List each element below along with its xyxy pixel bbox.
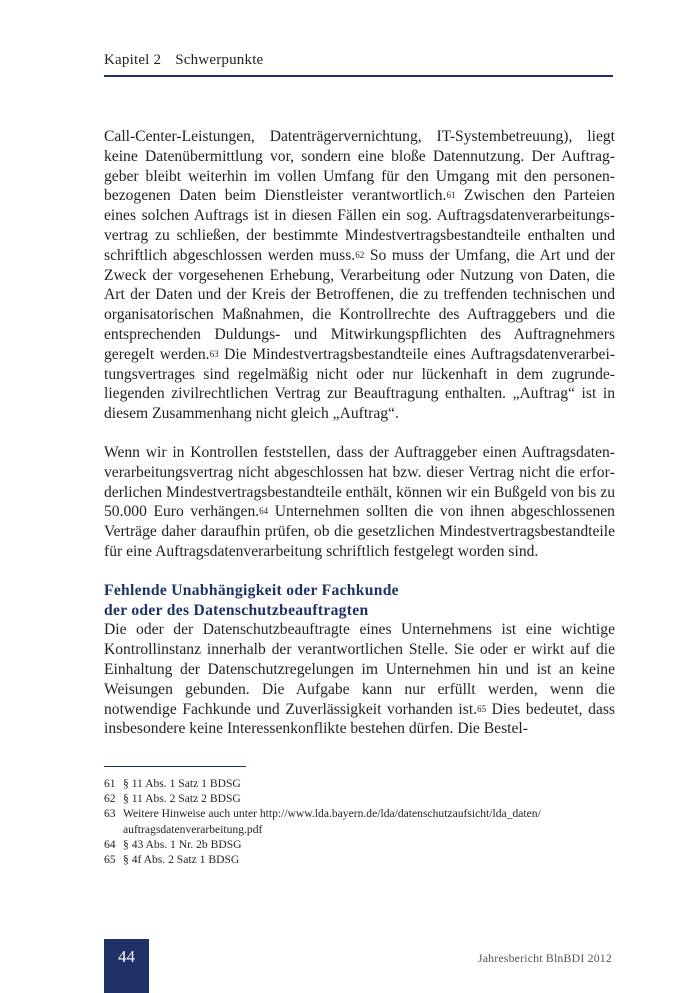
footnote-item: [104, 852, 615, 867]
chapter-title: Schwerpunkte: [175, 52, 264, 68]
page-number: 44: [118, 947, 135, 966]
footnote-item: [104, 806, 615, 836]
footnote-item: [104, 837, 615, 852]
chapter-label: Kapitel 2: [104, 52, 162, 68]
section-heading-line-2: der oder des Datenschutzbeauftragten: [104, 601, 369, 619]
paragraph-3-text-b: Dies bedeutet, dass insbesondere keine Interessenkonflikte bestehen dürfen. Die Bestel-: [104, 700, 615, 738]
header-divider: [104, 75, 613, 77]
footnote-number: 64: [104, 837, 116, 851]
page-number-box: [104, 939, 149, 993]
section-heading-line-1: Fehlende Unabhängigkeit oder Fachkunde: [104, 581, 399, 599]
paragraph-1-text-a: Call-Center-Leistungen, Datenträgervernichtung, IT-Systembetreuung), liegt keine Datenübermittlung vor, sondern eine bloße Datennutzung. Der Auftraggeber bleibt weiterhin im vollen Umfang für den Umgang mit den personenbezogenen Daten beim Dienstleister verantwortlich.: [104, 128, 615, 205]
footnote-number: 62: [104, 792, 116, 806]
footnote-text: § 11 Abs. 2 Satz 2 BDSG: [123, 792, 241, 806]
footnote-text-link[interactable]: Weitere Hinweise auch unter http://www.lda.bayern.de/lda/datenschutzaufsicht/lda_daten/ auftragsdatenverarbeitung.pdf: [123, 807, 541, 836]
running-header: [104, 52, 612, 69]
paragraph-1-text-c: So muss der Umfang, die Art und der Zweck der vorgesehenen Erhebung, Verarbeitung oder Nutzung von Daten, die Art der Daten und der Kreis der Betroffenen, die zu treffenden technischen und organisatorischen Maßnahmen, die Kontrollrechte des Auftraggebers und die entsprechenden Duldungs- und Mitwirkungspflichten des Auftragnehmers geregelt werden.: [104, 246, 615, 363]
paragraph-3-text-a: Die oder der Datenschutzbeauftragte eines Unternehmens ist eine wichtige Kontrollinstanz innerhalb der verantwortlichen Stelle. Sie oder er wirkt auf die Einhaltung der Datenschutzregelungen im Unternehmen hin und ist an keine Weisungen gebunden. Die Aufgabe kann nur erfüllt werden, wenn die notwendige Fachkunde und Zuverlässigkeit vorhanden ist.: [104, 621, 615, 718]
footnote-number: 61: [104, 777, 116, 790]
footnote-item: [104, 791, 615, 806]
footnote-item: [104, 776, 615, 791]
footnote-number: 65: [104, 853, 116, 867]
footnote-text: § 11 Abs. 1 Satz 1 BDSG: [123, 777, 241, 790]
paragraph-2-text-a: Wenn wir in Kontrollen feststellen, dass der Auftraggeber einen Auftragsdatenverarbeitungsvertrag nicht abgeschlossen hat bzw. dieser Vertrag nicht die erforderlichen Mindestvertragsbestandteile enthält, können wir ein Bußgeld von bis zu 50.000 Euro verhängen.: [104, 443, 615, 521]
footnote-ref-62: 62: [355, 249, 365, 260]
section-heading: [104, 581, 615, 621]
paragraph-2-text-b: Unternehmen sollten die von ihnen abgeschlossenen Verträge daher daraufhin prüfen, ob die gesetzlichen Mindestvertragsbestandteile für eine Auftragsdatenverarbeitung schriftlich festgelegt worden sind.: [104, 503, 615, 560]
paragraph-1-text-b: Zwischen den Parteien eines solchen Auftrags ist in diesen Fällen ein sog. Auftragsdatenverarbeitungsvertrag zu schließen, der bestimmte Mindestvertragsbestandteile enthalten und schriftlich abgeschlossen werden muss.: [104, 187, 615, 264]
footnote-text: § 43 Abs. 1 Nr. 2b BDSG: [123, 837, 242, 851]
main-text: [104, 127, 615, 739]
footnote-divider: [104, 766, 246, 767]
paragraph-1-text-d: Die Mindestvertragsbestandteile eines Auftragsdatenverarbeitungsvertrages sind regelmäßig nicht oder nur lückenhaft in dem zugrundeliegenden zivilrechtlichen Vertrag zur Beauftragung enthalten. „Auftrag“ ist in diesem Zusammenhang nicht gleich „Auftrag“.: [104, 345, 615, 423]
footnote-text: § 4f Abs. 2 Satz 1 BDSG: [123, 853, 240, 867]
footnote-number: 63: [104, 807, 116, 821]
footnote-ref-64: 64: [259, 506, 269, 517]
footnote-ref-63: 63: [209, 348, 219, 359]
paragraph-2: [104, 443, 615, 562]
footnotes: [104, 776, 615, 867]
publication-title: Jahresbericht BlnBDI 2012: [477, 951, 612, 965]
footnote-ref-65: 65: [477, 703, 487, 714]
paragraph-3: [104, 620, 615, 739]
paragraph-1: [104, 127, 615, 424]
footnote-ref-61: 61: [446, 190, 456, 201]
